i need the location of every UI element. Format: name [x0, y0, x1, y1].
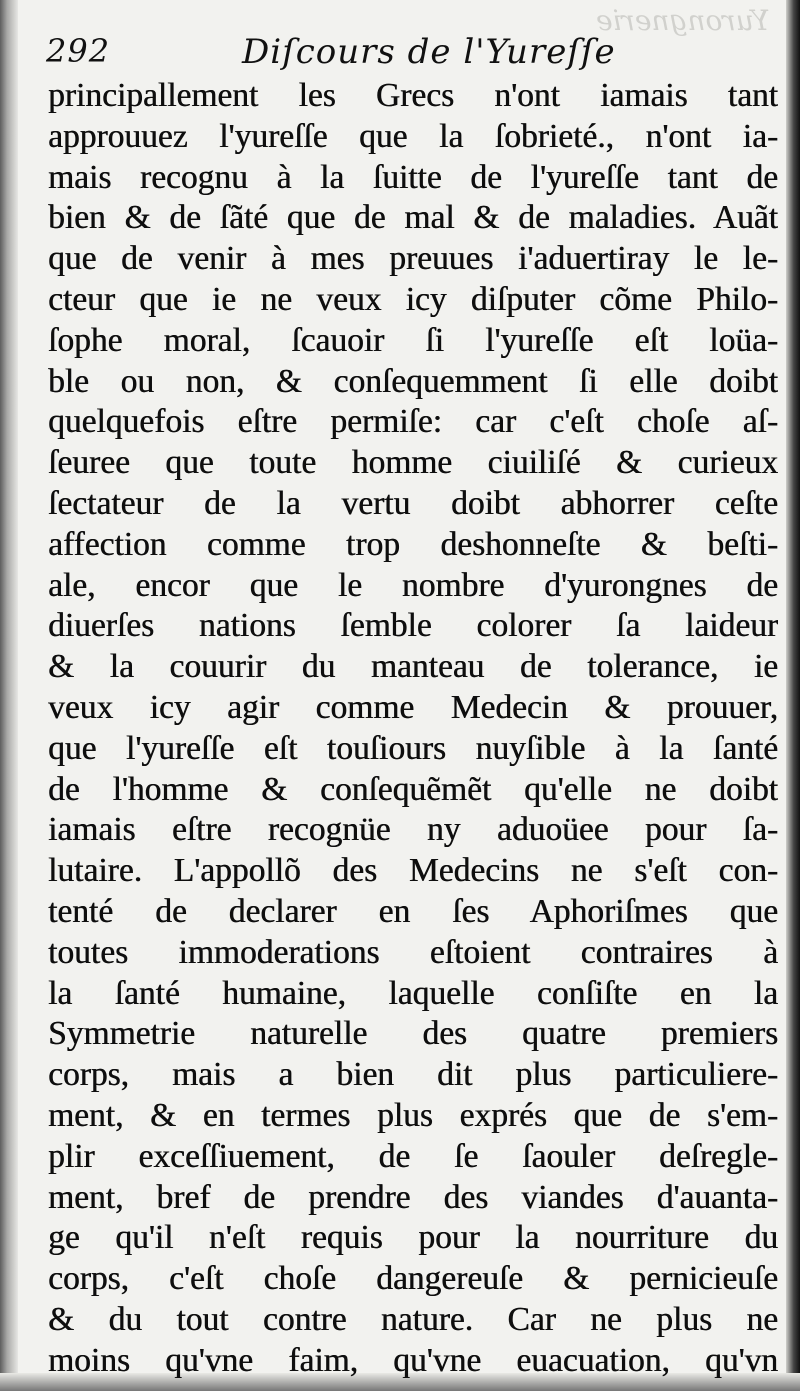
text-line: & la couurir du manteau de tolerance, ie [48, 648, 778, 686]
text-line: ge qu'il n'eſt requis pour la nourriture du [48, 1219, 778, 1257]
text-line: plir exceſſiuement, de ſe ſaouler deſregle- [48, 1137, 778, 1175]
running-head: Diſcours de l'Yureſſe [242, 32, 616, 72]
text-line: ſophe moral, ſcauoir ſi l'yureſſe eſt loüa- [48, 321, 778, 359]
text-line: ment, bref de prendre des viandes d'auanta- [48, 1178, 778, 1216]
text-line: diuerſes nations ſemble colorer ſa laideur [48, 607, 778, 645]
text-line: moins qu'vne faim, qu'vne euacuation, qu'vn [48, 1341, 778, 1379]
text-line: Symmetrie naturelle des quatre premiers [48, 1015, 778, 1053]
text-line: mais recognu à la ſuitte de l'yureſſe tant de [48, 158, 778, 196]
body-text [48, 76, 778, 1382]
text-line: ſeuree que toute homme ciuiliſé & curieux [48, 444, 778, 482]
page-left-edge [0, 0, 18, 1391]
page-right-edge [786, 0, 800, 1391]
text-line: de l'homme & conſequẽmẽt qu'elle ne doibt [48, 770, 778, 808]
text-line: la ſanté humaine, laquelle conſiſte en la [48, 974, 778, 1012]
text-line: ble ou non, & conſequemment ſi elle doibt [48, 362, 778, 400]
text-line: ment, & en termes plus exprés que de s'em- [48, 1096, 778, 1134]
text-line: principallement les Grecs n'ont iamais tant [48, 77, 778, 114]
text-line: lutaire. L'appollõ des Medecins ne s'eſt con- [48, 852, 778, 890]
text-line: cteur que ie ne veux icy diſputer cõme Philo- [48, 280, 778, 318]
text-line: que l'yureſſe eſt touſiours nuyſible à la ſanté [48, 729, 778, 767]
text-line: iamais eſtre recognüe ny aduoüee pour ſa- [48, 811, 778, 849]
page-number: 292 [46, 32, 111, 70]
bleed-through-text: Yurongnerie [596, 4, 770, 37]
text-line: ſectateur de la vertu doibt abhorrer ceſte [48, 484, 778, 522]
text-line: approuuez l'yureſſe que la ſobrieté., n'ont ia- [48, 117, 778, 155]
text-line: tenté de declarer en ſes Aphoriſmes que [48, 892, 778, 930]
text-line: affection comme trop deshonneſte & beſti- [48, 525, 778, 563]
page-header [46, 32, 776, 82]
text-line: quelquefois eſtre permiſe: car c'eſt choſe aſ- [48, 403, 778, 441]
text-line: bien & de ſãté que de mal & de maladies. Auãt [48, 199, 778, 237]
text-line: que de venir à mes preuues i'aduertiray le le- [48, 240, 778, 278]
text-line: toutes immoderations eſtoient contraires à [48, 933, 778, 971]
text-line: & du tout contre nature. Car ne plus ne [48, 1300, 778, 1338]
text-line: ale, encor que le nombre d'yurongnes de [48, 566, 778, 604]
text-line: corps, c'eſt choſe dangereuſe & pernicieuſe [48, 1260, 778, 1298]
text-line: veux icy agir comme Medecin & prouuer, [48, 688, 778, 726]
text-line: corps, mais a bien dit plus particuliere- [48, 1056, 778, 1094]
